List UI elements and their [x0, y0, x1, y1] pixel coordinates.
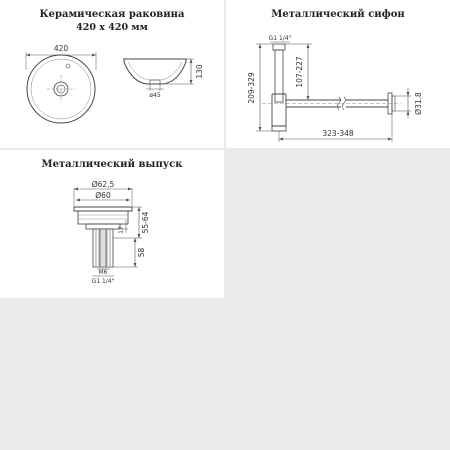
- drain-drawing: [0, 150, 224, 298]
- siphon-inlet-height-label: 107-227: [295, 56, 304, 88]
- siphon-inlet-nut: [273, 44, 285, 50]
- basin-height-label: 130: [195, 64, 204, 79]
- drain-flange: [86, 224, 120, 229]
- siphon-total-height-label: 209-329: [247, 72, 256, 104]
- drain-body-label: 58: [137, 247, 146, 258]
- siphon-bottle: [272, 94, 286, 126]
- drain-screw: [100, 229, 106, 267]
- drain-upper-body: [78, 211, 128, 224]
- drain-thread-label: G1 1/4": [91, 278, 115, 285]
- drain-outer-diameter-label: Ø62,5: [91, 180, 115, 189]
- basin-width-label: 420: [53, 44, 69, 53]
- drain-flange-label: 17: [118, 226, 125, 234]
- drain-screw-label: M6: [98, 269, 108, 276]
- basin-title: Керамическая раковина: [39, 9, 185, 20]
- siphon-length-label: 323-348: [322, 129, 354, 138]
- basin-subtitle: 420 x 420 мм: [76, 22, 148, 33]
- drain-title: Металлический выпуск: [41, 159, 183, 170]
- drain-panel: [0, 150, 224, 298]
- siphon-outlet-diameter-label: Ø31.8: [414, 92, 423, 115]
- siphon-panel: [226, 0, 450, 148]
- drain-inner-diameter-label: Ø60: [95, 191, 111, 200]
- basin-drain-label: ø45: [149, 92, 161, 99]
- overflow-hole: [66, 64, 70, 68]
- siphon-drawing: [226, 0, 450, 148]
- drain-cap: [74, 207, 132, 211]
- drain-adjust-label: 55-64: [141, 211, 150, 234]
- siphon-thread-label: G1 1/4": [268, 35, 292, 42]
- basin-drawing: [0, 0, 224, 148]
- siphon-title: Металлический сифон: [271, 9, 405, 20]
- basin-panel: [0, 0, 224, 148]
